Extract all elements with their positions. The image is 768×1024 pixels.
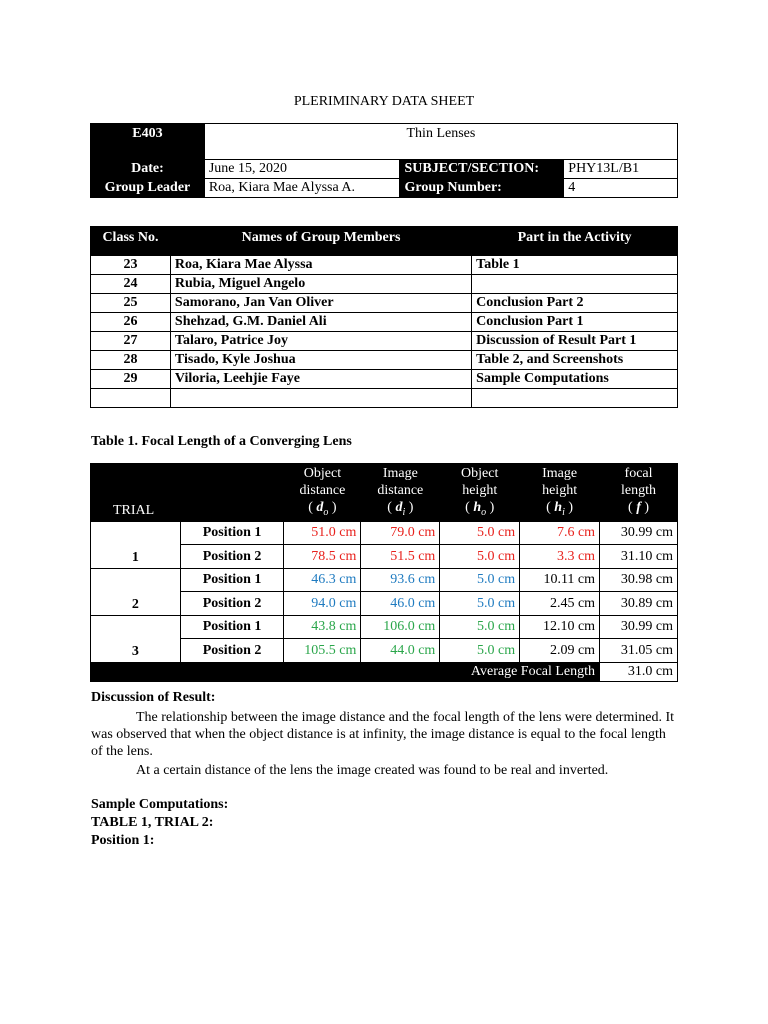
cell-f: 30.99 cm <box>600 521 678 545</box>
member-class-no: 24 <box>91 275 171 294</box>
column-header-line2: length <box>621 483 657 498</box>
cell-f: 31.10 cm <box>600 545 678 569</box>
leader-label: Group Leader <box>91 179 205 198</box>
cell-ho: 5.0 cm <box>440 545 520 569</box>
column-symbol: h <box>473 500 482 515</box>
cell-do: 105.5 cm <box>284 639 361 663</box>
cell-do: 94.0 cm <box>284 592 361 616</box>
trial-row <box>91 568 678 592</box>
discussion-paragraph-1: The relationship between the image distance and the focal length of the lens were determined. It was observed that when the object distance is at infinity, the image distance is equal to the focal length of the lens. <box>91 710 675 759</box>
member-class-no: 28 <box>91 351 171 370</box>
col-header-part: Part in the Activity <box>472 227 678 256</box>
cell-di: 51.5 cm <box>361 545 440 569</box>
member-part: Conclusion Part 2 <box>472 294 678 313</box>
column-header <box>520 464 600 522</box>
column-header-line2: height <box>542 483 578 498</box>
column-header-line1: Image <box>542 466 578 481</box>
empty-cell <box>170 389 471 408</box>
column-header-line1: Image <box>382 466 418 481</box>
group-label: Group Number: <box>400 179 564 198</box>
member-name: Tisado, Kyle Joshua <box>170 351 471 370</box>
col-header-names: Names of Group Members <box>170 227 471 256</box>
cell-f: 31.05 cm <box>600 639 678 663</box>
experiment-code: E403 <box>91 124 205 160</box>
member-class-no: 25 <box>91 294 171 313</box>
column-header <box>440 464 520 522</box>
position-label: Position 2 <box>180 639 284 663</box>
member-name: Viloria, Leehjie Faye <box>170 370 471 389</box>
cell-do: 43.8 cm <box>284 615 361 639</box>
date-value: June 15, 2020 <box>204 160 400 179</box>
trial-number: 1 <box>91 521 181 568</box>
cell-hi: 2.09 cm <box>520 639 600 663</box>
column-subscript: i <box>402 506 406 518</box>
member-class-no: 26 <box>91 313 171 332</box>
trial-header: TRIAL <box>91 464 284 522</box>
column-header <box>361 464 440 522</box>
member-part: Table 1 <box>472 256 678 275</box>
member-part: Discussion of Result Part 1 <box>472 332 678 351</box>
column-header-line1: focal <box>624 466 653 481</box>
column-header-line1: Object <box>303 466 342 481</box>
cell-ho: 5.0 cm <box>440 639 520 663</box>
member-part <box>472 275 678 294</box>
column-header <box>600 464 678 522</box>
column-header-line2: height <box>462 483 498 498</box>
member-name: Rubia, Miguel Angelo <box>170 275 471 294</box>
position-label: Position 2 <box>180 545 284 569</box>
table1-caption: Table 1. Focal Length of a Converging Lens <box>91 434 352 449</box>
members-table <box>90 226 678 408</box>
column-symbol: d <box>316 500 324 515</box>
header-table <box>90 123 678 198</box>
position-label: Position 1 <box>180 615 284 639</box>
column-symbol: d <box>395 500 403 515</box>
page-title: PLERIMINARY DATA SHEET <box>293 94 475 109</box>
cell-hi: 7.6 cm <box>520 521 600 545</box>
member-row <box>91 275 678 294</box>
column-header-line2: distance <box>299 483 346 498</box>
column-symbol: h <box>554 500 563 515</box>
cell-hi: 10.11 cm <box>520 568 600 592</box>
cell-f: 30.99 cm <box>600 615 678 639</box>
member-part: Sample Computations <box>472 370 678 389</box>
column-header-line2: distance <box>377 483 424 498</box>
cell-f: 30.89 cm <box>600 592 678 616</box>
member-name: Shehzad, G.M. Daniel Ali <box>170 313 471 332</box>
member-row <box>91 256 678 275</box>
discussion-paragraph-2: At a certain distance of the lens the image created was found to be real and inverted. <box>136 763 609 778</box>
average-label: Average Focal Length <box>91 662 600 681</box>
experiment-title: Thin Lenses <box>204 124 677 160</box>
cell-di: 44.0 cm <box>361 639 440 663</box>
cell-di: 93.6 cm <box>361 568 440 592</box>
trial-number: 3 <box>91 615 181 662</box>
cell-f: 30.98 cm <box>600 568 678 592</box>
member-name: Samorano, Jan Van Oliver <box>170 294 471 313</box>
member-class-no: 29 <box>91 370 171 389</box>
cell-hi: 3.3 cm <box>520 545 600 569</box>
member-name: Roa, Kiara Mae Alyssa <box>170 256 471 275</box>
member-row <box>91 332 678 351</box>
position-label: Position 2 <box>180 592 284 616</box>
empty-cell <box>472 389 678 408</box>
date-label: Date: <box>91 160 205 179</box>
column-symbol: f <box>636 500 641 515</box>
leader-value: Roa, Kiara Mae Alyssa A. <box>204 179 400 198</box>
col-header-class-no: Class No. <box>91 227 171 256</box>
cell-di: 79.0 cm <box>361 521 440 545</box>
column-header-symbol: ( f ) <box>628 500 650 515</box>
column-subscript: o <box>481 506 487 518</box>
cell-do: 46.3 cm <box>284 568 361 592</box>
cell-hi: 2.45 cm <box>520 592 600 616</box>
member-class-no: 23 <box>91 256 171 275</box>
sample-heading: Sample Computations: <box>91 797 229 812</box>
trial-number: 2 <box>91 568 181 615</box>
member-part: Conclusion Part 1 <box>472 313 678 332</box>
focal-length-table <box>90 463 678 682</box>
average-value: 31.0 cm <box>600 662 678 681</box>
member-part: Table 2, and Screenshots <box>472 351 678 370</box>
cell-ho: 5.0 cm <box>440 521 520 545</box>
member-row <box>91 294 678 313</box>
column-header-symbol: ( $h_o$ ) <box>465 500 495 518</box>
column-header-line1: Object <box>461 466 499 481</box>
cell-di: 46.0 cm <box>361 592 440 616</box>
member-row <box>91 370 678 389</box>
column-header-symbol: ( $d_i$ ) <box>387 500 414 518</box>
member-class-no: 27 <box>91 332 171 351</box>
position-label: Position 1 <box>180 521 284 545</box>
cell-do: 51.0 cm <box>284 521 361 545</box>
discussion-heading: Discussion of Result: <box>91 690 216 705</box>
sample-table-trial: TABLE 1, TRIAL 2: <box>91 815 214 830</box>
cell-do: 78.5 cm <box>284 545 361 569</box>
member-name: Talaro, Patrice Joy <box>170 332 471 351</box>
member-row <box>91 351 678 370</box>
column-subscript: i <box>562 506 565 518</box>
cell-ho: 5.0 cm <box>440 568 520 592</box>
member-row <box>91 313 678 332</box>
cell-di: 106.0 cm <box>361 615 440 639</box>
cell-ho: 5.0 cm <box>440 615 520 639</box>
cell-ho: 5.0 cm <box>440 592 520 616</box>
column-header-symbol: ( $h_i$ ) <box>546 500 574 518</box>
subject-value: PHY13L/B1 <box>564 160 678 179</box>
position-label: Position 1 <box>180 568 284 592</box>
sample-position: Position 1: <box>91 833 155 848</box>
column-header-symbol: ( $d_o$ ) <box>308 500 337 518</box>
subject-label: SUBJECT/SECTION: <box>400 160 564 179</box>
column-subscript: o <box>323 506 329 518</box>
cell-hi: 12.10 cm <box>520 615 600 639</box>
trial-row <box>91 521 678 545</box>
group-value: 4 <box>564 179 678 198</box>
column-header <box>284 464 361 522</box>
empty-cell <box>91 389 171 408</box>
trial-row <box>91 615 678 639</box>
